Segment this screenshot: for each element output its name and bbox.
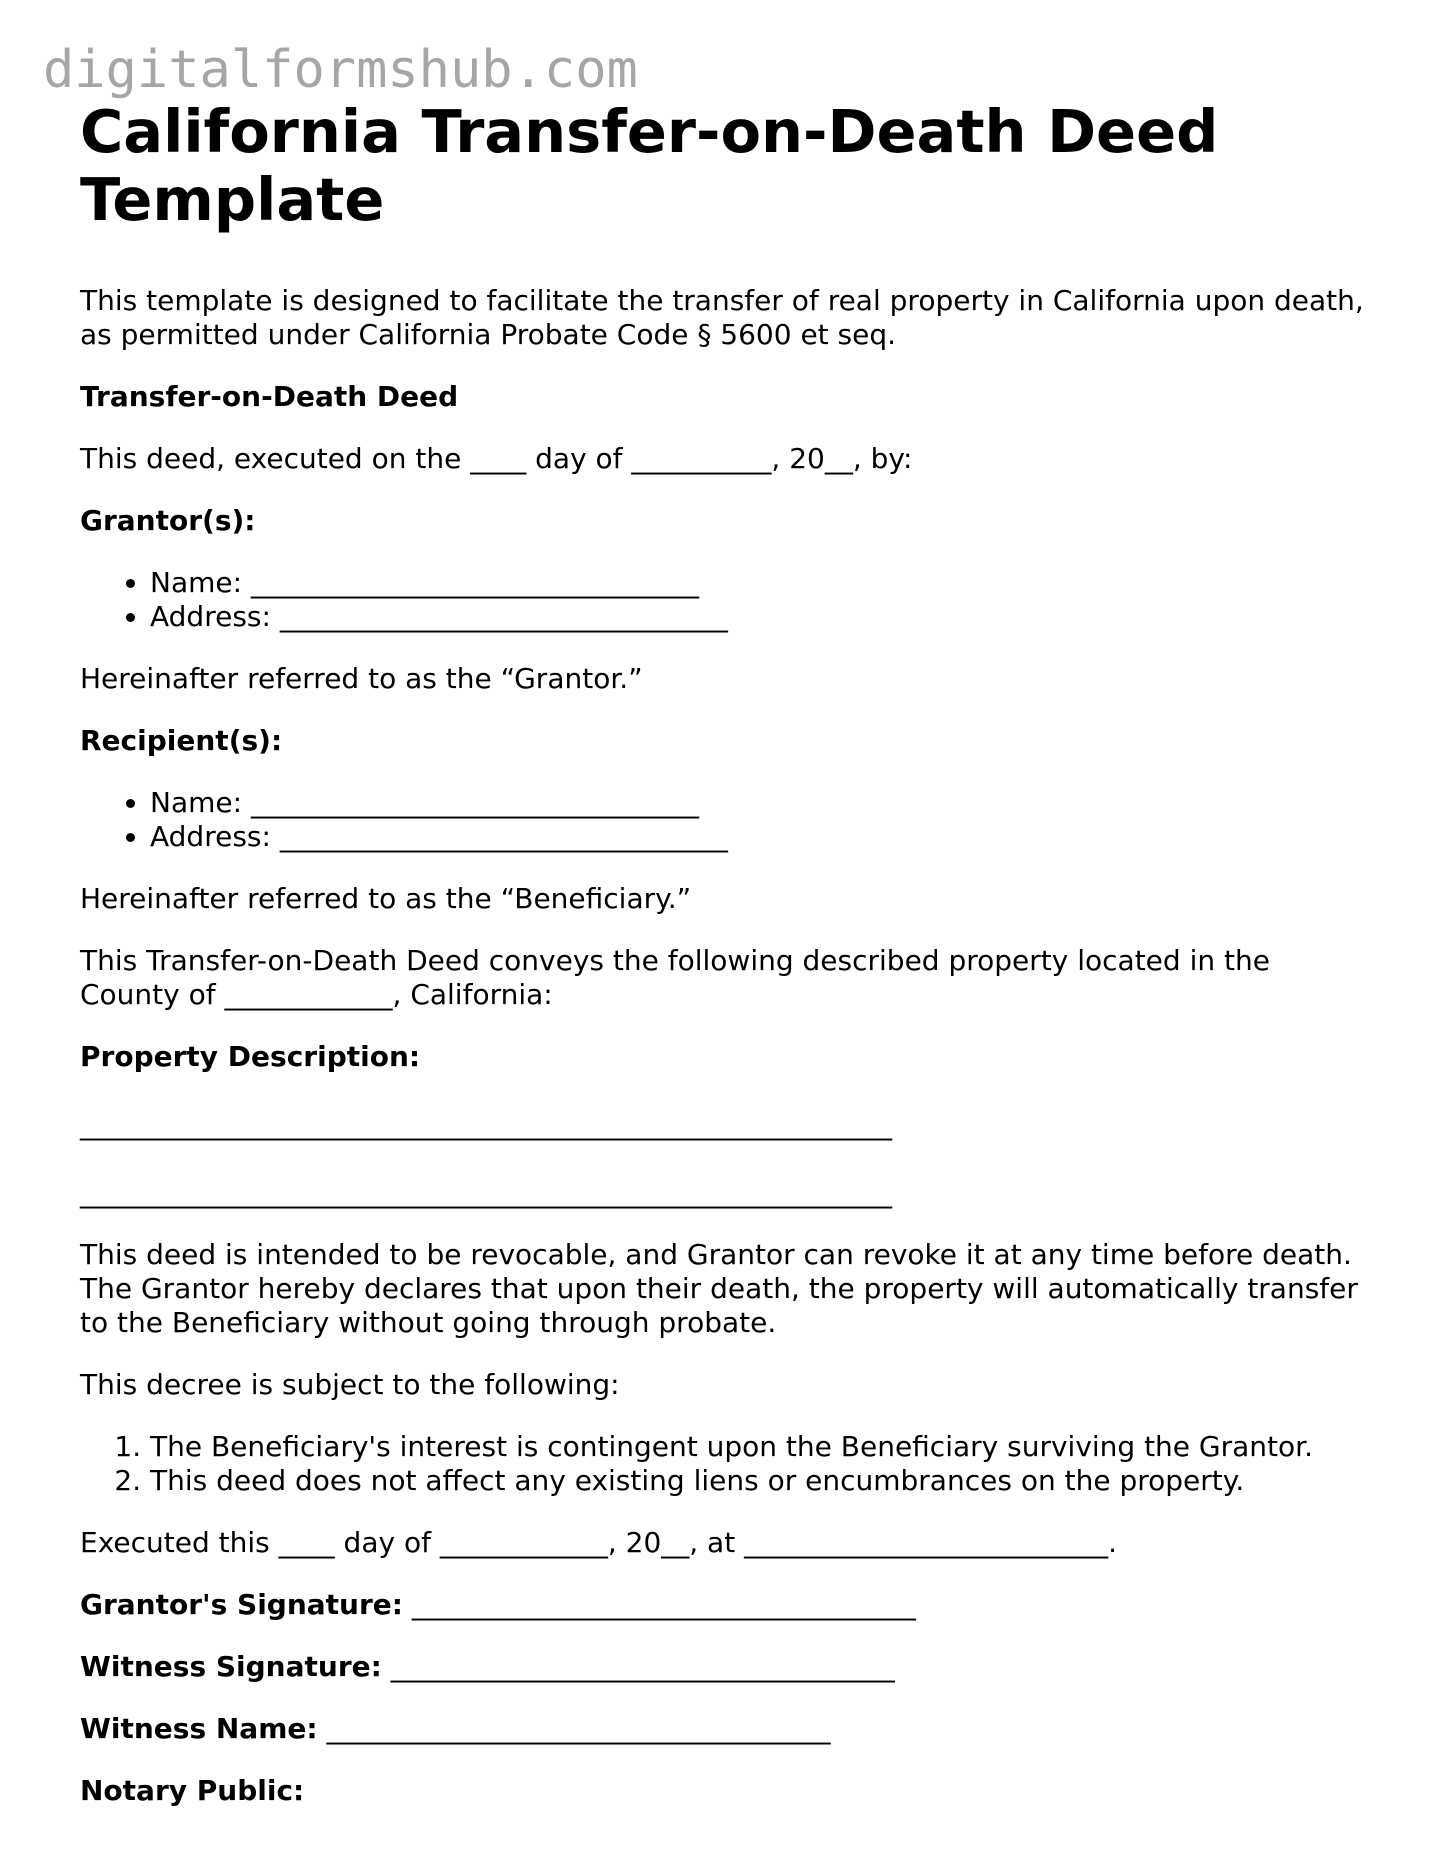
executed-this-line: Executed this ____ day of ____________, 20__, at __________________________. bbox=[80, 1526, 1117, 1559]
grantor-referred: Hereinafter referred to as the “Grantor.” bbox=[80, 662, 643, 695]
deed-document bbox=[80, 98, 1370, 1808]
conditions-list bbox=[80, 1430, 1370, 1498]
grantor-address-field: • Address: ________________________________ bbox=[150, 600, 1370, 634]
recipient-list bbox=[80, 786, 1370, 854]
site-watermark: digitalformshub.com bbox=[43, 40, 638, 100]
grantor-signature-row bbox=[80, 1588, 1370, 1622]
condition-item: 2. This deed does not affect any existing liens or encumbrances on the property. bbox=[150, 1464, 1370, 1498]
grantor-name-field: • Name: ________________________________ bbox=[150, 566, 1370, 600]
grantor-list bbox=[80, 566, 1370, 634]
witness-name-label: Witness Name: bbox=[80, 1712, 318, 1745]
witness-name-line: ____________________________________ bbox=[326, 1712, 831, 1745]
property-description-lines bbox=[80, 1108, 1370, 1210]
executed-on-line: This deed, executed on the ____ day of __________, 20__, by: bbox=[80, 442, 913, 475]
recipient-heading: Recipient(s): bbox=[80, 724, 283, 757]
property-heading: Property Description: bbox=[80, 1040, 421, 1073]
subject-intro: This decree is subject to the following: bbox=[80, 1368, 620, 1401]
witness-signature-label: Witness Signature: bbox=[80, 1650, 382, 1683]
property-line: __________________________________________________________ bbox=[80, 1108, 892, 1141]
conveys-paragraph: This Transfer-on-Death Deed conveys the following described property located in the County of ____________, California: bbox=[80, 944, 1270, 1011]
recipient-name-field: • Name: ________________________________ bbox=[150, 786, 1370, 820]
revocable-paragraph: This deed is intended to be revocable, and Grantor can revoke it at any time before death. The Grantor hereby declares that upon their death, the property will automatically transfer to the Beneficiary without going through probate. bbox=[80, 1238, 1358, 1339]
recipient-referred: Hereinafter referred to as the “Beneficiary.” bbox=[80, 882, 692, 915]
grantor-signature-line: ____________________________________ bbox=[411, 1588, 916, 1621]
witness-name-row bbox=[80, 1712, 1370, 1746]
deed-heading: Transfer-on-Death Deed bbox=[80, 380, 459, 413]
page-title: California Transfer-on-Death Deed Template bbox=[80, 97, 1219, 234]
witness-signature-line: ____________________________________ bbox=[390, 1650, 895, 1683]
witness-signature-row bbox=[80, 1650, 1370, 1684]
intro-paragraph: This template is designed to facilitate the transfer of real property in California upon death, as permitted under California Probate Code § 5600 et seq. bbox=[80, 284, 1364, 351]
notary-label: Notary Public: bbox=[80, 1774, 305, 1807]
grantor-signature-label: Grantor's Signature: bbox=[80, 1588, 403, 1621]
recipient-address-field: • Address: ________________________________ bbox=[150, 820, 1370, 854]
condition-item: 1. The Beneficiary's interest is contingent upon the Beneficiary surviving the Grantor. bbox=[150, 1430, 1370, 1464]
grantor-heading: Grantor(s): bbox=[80, 504, 256, 537]
property-line: __________________________________________________________ bbox=[80, 1176, 892, 1209]
